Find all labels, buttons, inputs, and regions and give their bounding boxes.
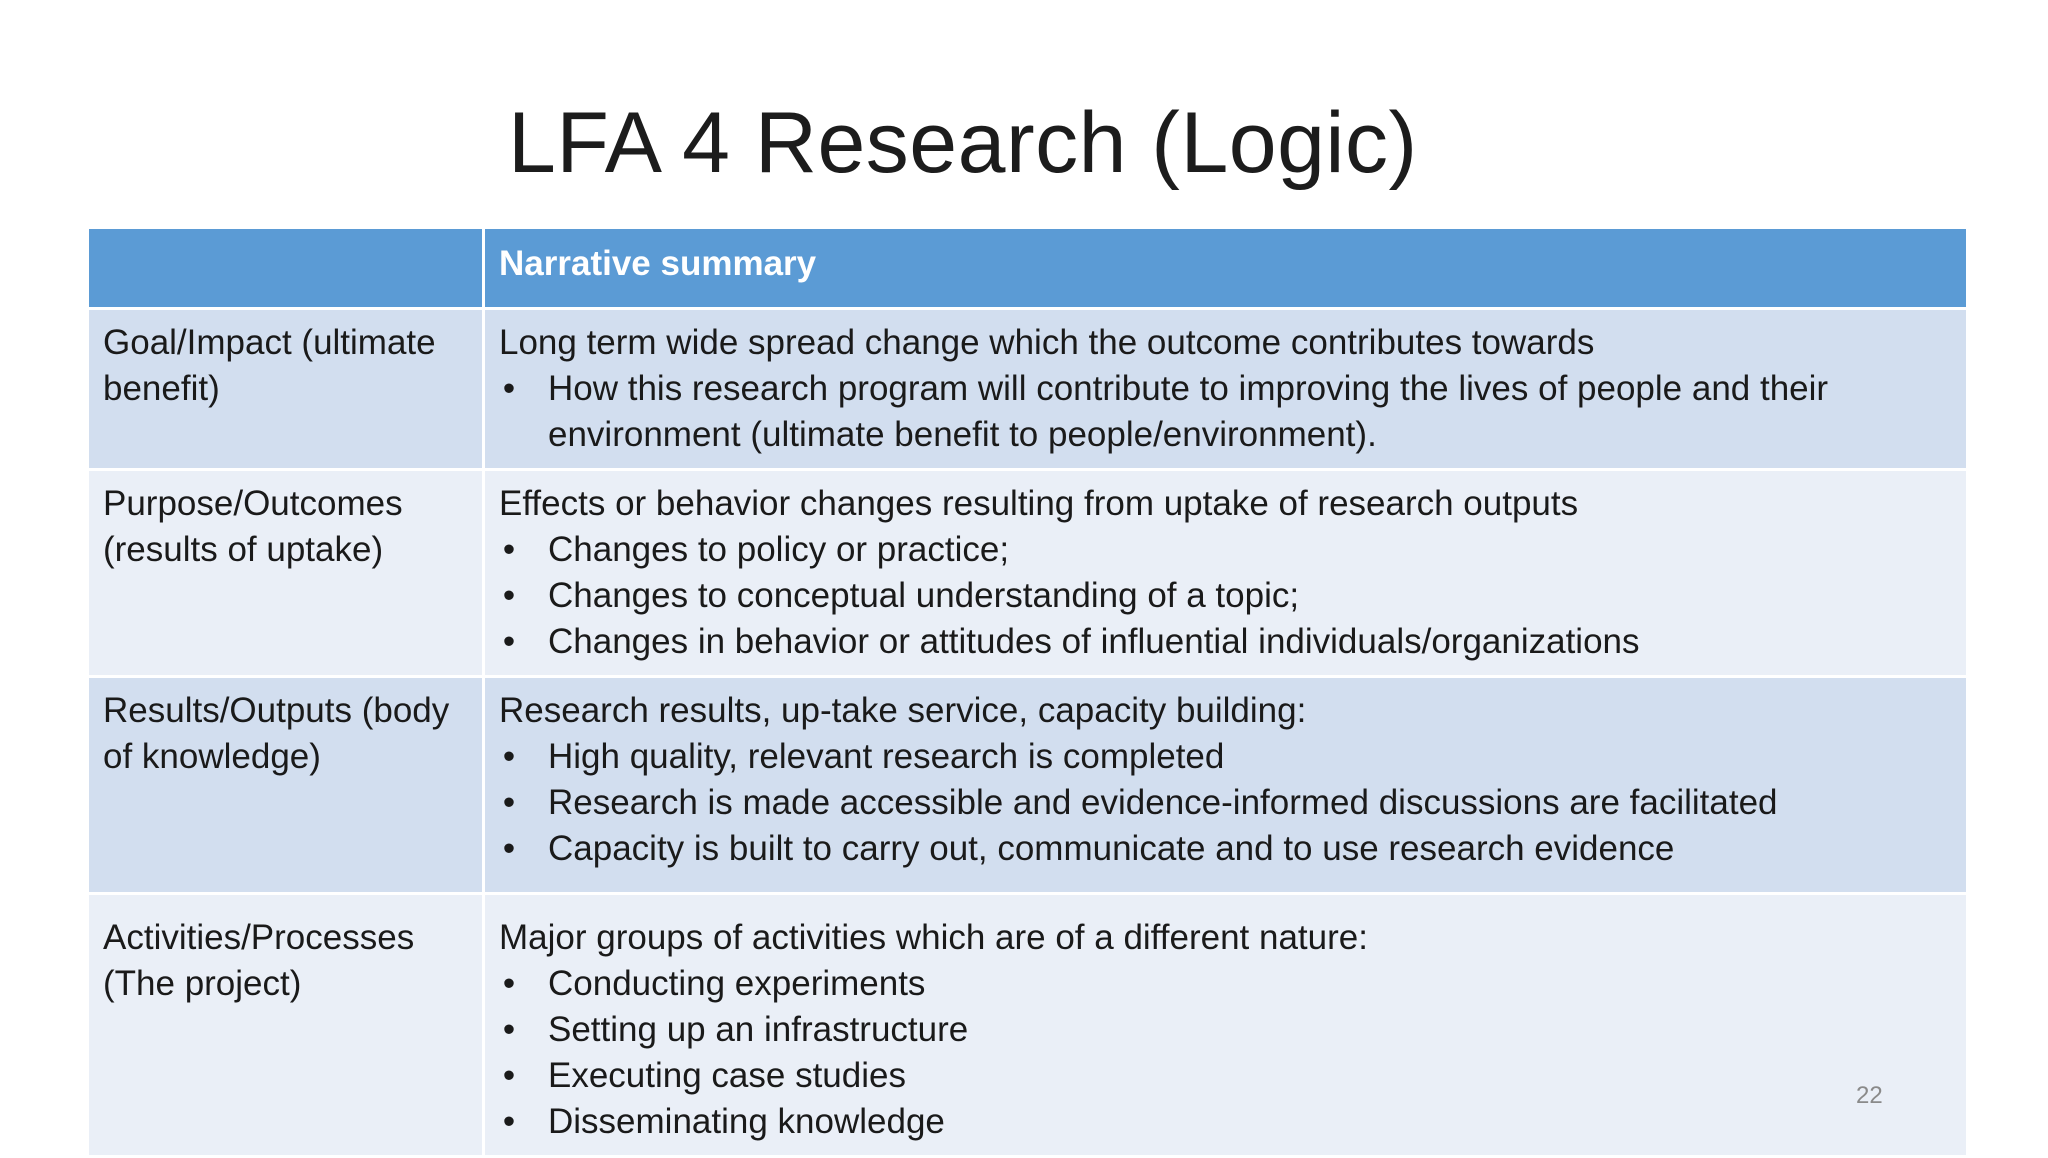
bullet-icon: • — [502, 737, 516, 776]
bullet-icon: • — [502, 1010, 516, 1049]
bullet-text: How this research program will contribute to improving the lives of people and their environment (ultimate benefit to people/environment). — [548, 369, 1829, 454]
row-heading: Long term wide spread change which the outcome contributes towards — [499, 323, 1595, 362]
bullet-icon: • — [502, 964, 516, 1003]
bullet-item — [499, 366, 1952, 458]
bullet-item — [499, 1053, 1952, 1099]
bullet-item — [499, 1007, 1952, 1053]
bullet-item — [499, 573, 1952, 619]
table-row-activities — [88, 894, 1968, 1157]
bullet-list — [499, 961, 1952, 1145]
bullet-item — [499, 734, 1952, 780]
bullet-icon: • — [502, 530, 516, 569]
row-label: Purpose/Outcomes (results of uptake) — [88, 470, 484, 677]
bullet-text: Changes to policy or practice; — [548, 530, 1010, 569]
row-content — [484, 677, 1968, 894]
bullet-list — [499, 527, 1952, 665]
bullet-list — [499, 734, 1952, 872]
bullet-icon: • — [502, 829, 516, 868]
bullet-icon: • — [502, 622, 516, 661]
bullet-item — [499, 527, 1952, 573]
header-empty-cell — [88, 228, 484, 309]
table-row-purpose — [88, 470, 1968, 677]
header-narrative-summary: Narrative summary — [484, 228, 1968, 309]
row-label: Goal/Impact (ultimate benefit) — [88, 309, 484, 470]
row-content — [484, 894, 1968, 1157]
bullet-icon: • — [502, 783, 516, 822]
bullet-item — [499, 1099, 1952, 1145]
bullet-text: Conducting experiments — [548, 964, 926, 1003]
bullet-item — [499, 780, 1952, 826]
bullet-list — [499, 366, 1952, 458]
bullet-icon: • — [502, 1102, 516, 1141]
row-content — [484, 470, 1968, 677]
bullet-text: Capacity is built to carry out, communicate and to use research evidence — [548, 829, 1675, 868]
bullet-text: Executing case studies — [548, 1056, 906, 1095]
row-label: Activities/Processes (The project) — [88, 894, 484, 1157]
row-content — [484, 309, 1968, 470]
bullet-item — [499, 826, 1952, 872]
table-row-goal — [88, 309, 1968, 470]
bullet-text: Changes in behavior or attitudes of influential individuals/organizations — [548, 622, 1640, 661]
table-header-row — [88, 228, 1968, 309]
row-heading: Effects or behavior changes resulting from uptake of research outputs — [499, 484, 1579, 523]
bullet-text: High quality, relevant research is completed — [548, 737, 1225, 776]
row-heading: Research results, up-take service, capacity building: — [499, 691, 1307, 730]
page-number: 22 — [1856, 1082, 1883, 1109]
bullet-text: Disseminating knowledge — [548, 1102, 945, 1141]
bullet-item — [499, 619, 1952, 665]
bullet-icon: • — [502, 1056, 516, 1095]
row-heading: Major groups of activities which are of a different nature: — [499, 918, 1368, 957]
bullet-icon: • — [502, 576, 516, 615]
slide-title: LFA 4 Research (Logic) — [508, 95, 1418, 191]
bullet-icon: • — [502, 369, 516, 408]
lfa-table — [86, 226, 1969, 1158]
table-row-results — [88, 677, 1968, 894]
bullet-text: Setting up an infrastructure — [548, 1010, 969, 1049]
bullet-text: Changes to conceptual understanding of a topic; — [548, 576, 1300, 615]
bullet-text: Research is made accessible and evidence-informed discussions are facilitated — [548, 783, 1778, 822]
bullet-item — [499, 961, 1952, 1007]
row-label: Results/Outputs (body of knowledge) — [88, 677, 484, 894]
